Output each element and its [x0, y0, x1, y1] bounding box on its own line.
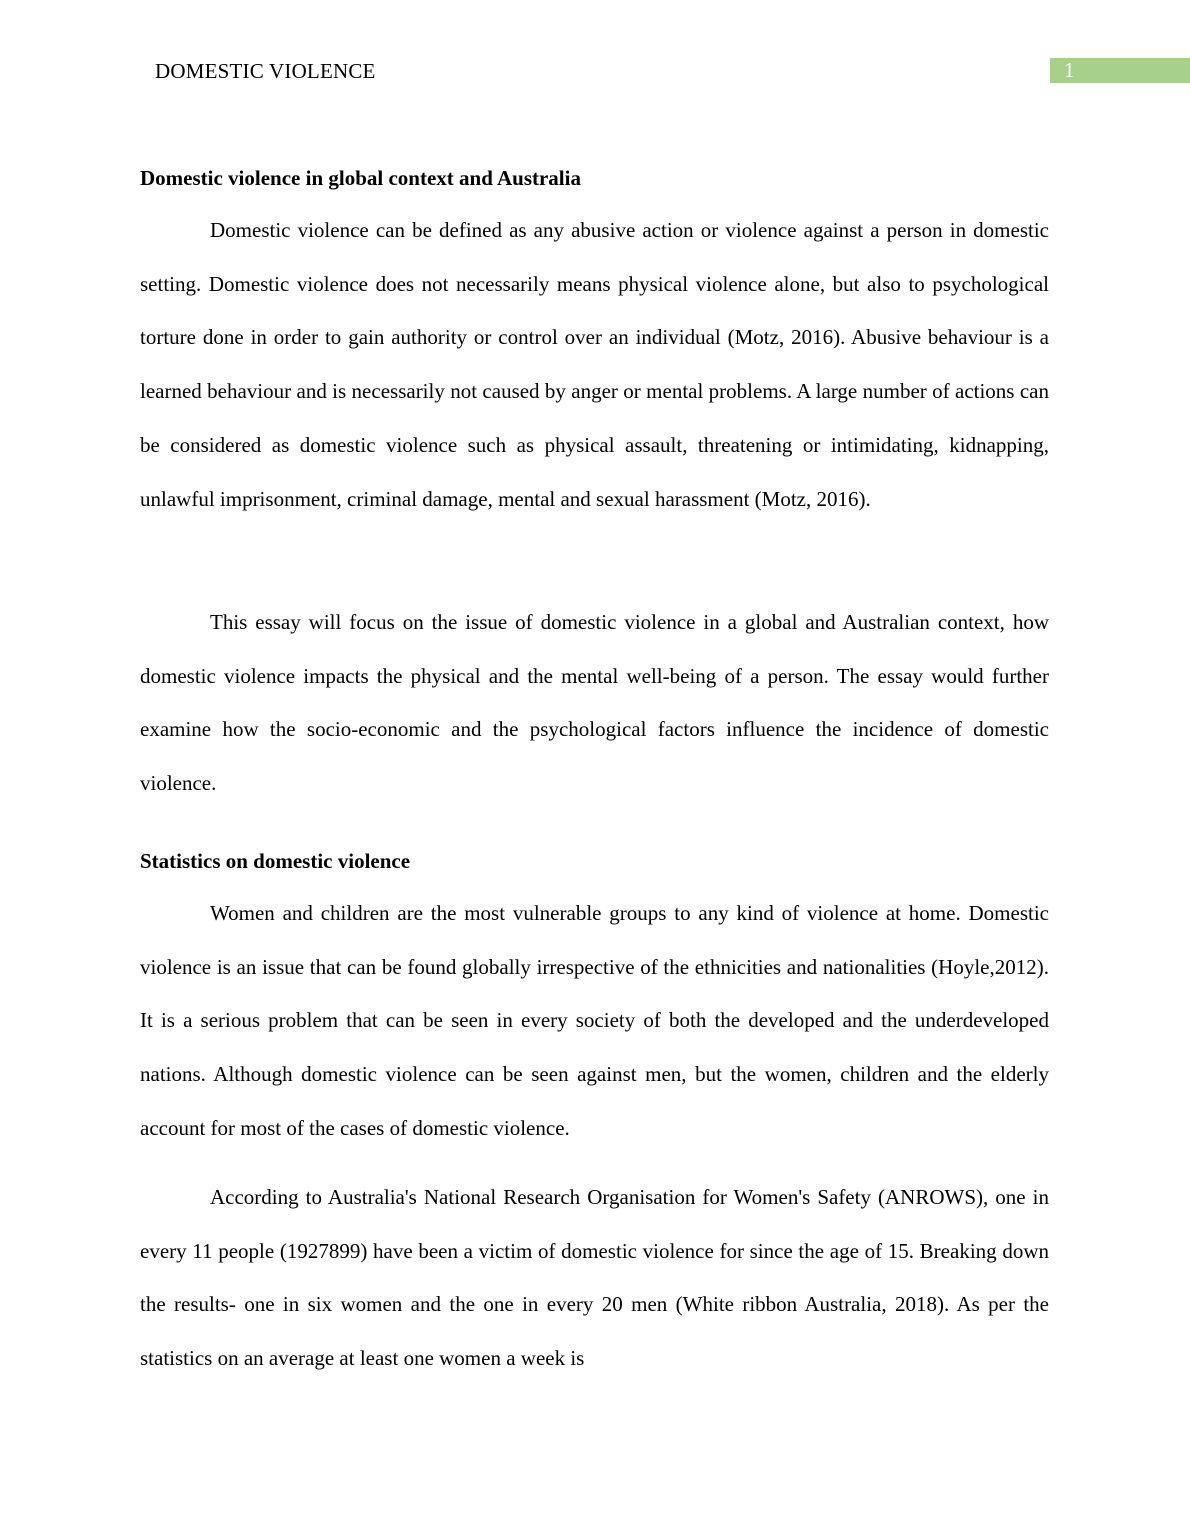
page-number-bar [1050, 58, 1190, 83]
page-number: 1 [1064, 58, 1075, 82]
section-heading-statistics: Statistics on domestic violence [140, 849, 411, 873]
paragraph-vulnerable-groups: Women and children are the most vulnerable groups to any kind of violence at home. Domestic violence is an issue that can be found globally irrespective of the ethnicities and nationalities (Hoyle,2012). It is a serious problem that can be seen in every society of both the developed and the underdeveloped nations. Although domestic violence can be seen against men, but the women, children and the elderly account for most of the cases of domestic violence. [140, 901, 1049, 1140]
section-heading-global-context: Domestic violence in global context and Australia [140, 166, 581, 190]
paragraph-definition: Domestic violence can be defined as any abusive action or violence against a person in domestic setting. Domestic violence does not necessarily means physical violence alone, but also to psychological torture done in order to gain authority or control over an individual (Motz, 2016). Abusive behaviour is a learned behaviour and is necessarily not caused by anger or mental problems. A large number of actions can be considered as domestic violence such as physical assault, threatening or intimidating, kidnapping, unlawful imprisonment, criminal damage, mental and sexual harassment (Motz, 2016). [140, 218, 1049, 511]
running-head: DOMESTIC VIOLENCE [155, 59, 376, 83]
paragraph-essay-focus: This essay will focus on the issue of domestic violence in a global and Australian context, how domestic violence impacts the physical and the mental well-being of a person. The essay would further examine how the socio-economic and the psychological factors influence the incidence of domestic violence. [140, 610, 1049, 796]
paragraph-anrows-statistics: According to Australia's National Research Organisation for Women's Safety (ANROWS), one in every 11 people (1927899) have been a victim of domestic violence for since the age of 15. Breaking down the results- one in six women and the one in every 20 men (White ribbon Australia, 2018). As per the statistics on an average at least one women a week is [140, 1185, 1049, 1371]
